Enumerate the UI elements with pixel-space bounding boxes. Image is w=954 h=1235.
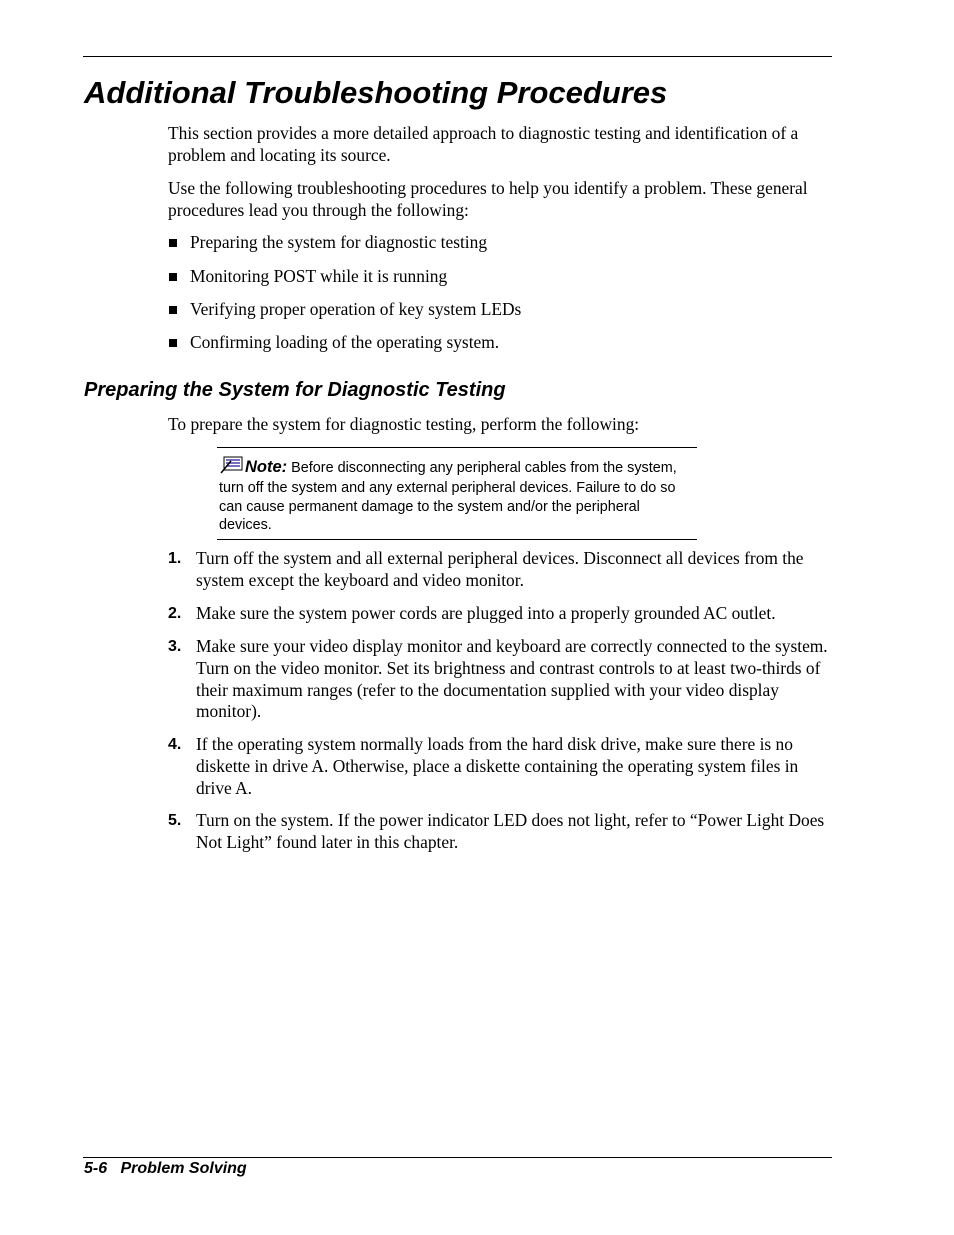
step-text: Turn on the system. If the power indicator LED does not light, refer to “Power Light Does Not Light” found later in this chapter.	[196, 810, 825, 852]
step-number: 2.	[168, 605, 182, 622]
bullet-text: Confirming loading of the operating system.	[190, 332, 500, 352]
note-body: Before disconnecting any peripheral cables from the system, turn off the system and any external peripheral devices. Failure to do so can cause permanent damage to the system and/or the peripheral devices.	[219, 460, 677, 534]
bullet-item	[168, 266, 447, 288]
step-number: 5.	[168, 812, 182, 829]
bullet-text: Monitoring POST while it is running	[190, 266, 448, 286]
step-text: Turn off the system and all external peripheral devices. Disconnect all devices from the system except the keyboard and video monitor.	[196, 548, 804, 590]
section-lead: To prepare the system for diagnostic testing, perform the following:	[168, 414, 640, 434]
bullet-item	[168, 232, 487, 254]
section-heading: Preparing the System for Diagnostic Testing	[84, 379, 506, 401]
square-bullet-icon	[169, 239, 177, 247]
square-bullet-icon	[169, 306, 177, 314]
header-rule	[83, 56, 832, 57]
bullet-text: Verifying proper operation of key system LEDs	[190, 299, 522, 319]
step-text: Make sure the system power cords are plugged into a properly grounded AC outlet.	[196, 603, 776, 623]
note-pad-icon	[219, 456, 244, 479]
note-label: Note:	[245, 458, 288, 476]
square-bullet-icon	[169, 339, 177, 347]
intro-paragraph-1: This section provides a more detailed approach to diagnostic testing and identification of a problem and locating its source.	[168, 123, 799, 165]
step-number: 1.	[168, 550, 182, 567]
bullet-item	[168, 332, 499, 354]
intro-paragraph-2: Use the following troubleshooting procedures to help you identify a problem. These general procedures lead you through the following:	[168, 178, 808, 220]
page-footer: 5-6 Problem Solving	[84, 1160, 247, 1177]
step-text: Make sure your video display monitor and keyboard are correctly connected to the system. Turn on the video monitor. Set its brightness and contrast controls to at least two-thirds of their maximum ranges (refer to the documentation supplied with your video display monitor).	[196, 636, 828, 722]
step-number: 4.	[168, 736, 182, 753]
step-number: 3.	[168, 638, 182, 655]
step-text: If the operating system normally loads from the hard disk drive, make sure there is no diskette in drive A. Otherwise, place a diskette containing the operating system files in drive A.	[196, 734, 799, 798]
page-title: Additional Troubleshooting Procedures	[84, 75, 668, 110]
note-box	[217, 447, 697, 540]
note-text-block	[219, 456, 695, 535]
bullet-item	[168, 299, 521, 321]
bullet-text: Preparing the system for diagnostic testing	[190, 232, 488, 252]
square-bullet-icon	[169, 273, 177, 281]
